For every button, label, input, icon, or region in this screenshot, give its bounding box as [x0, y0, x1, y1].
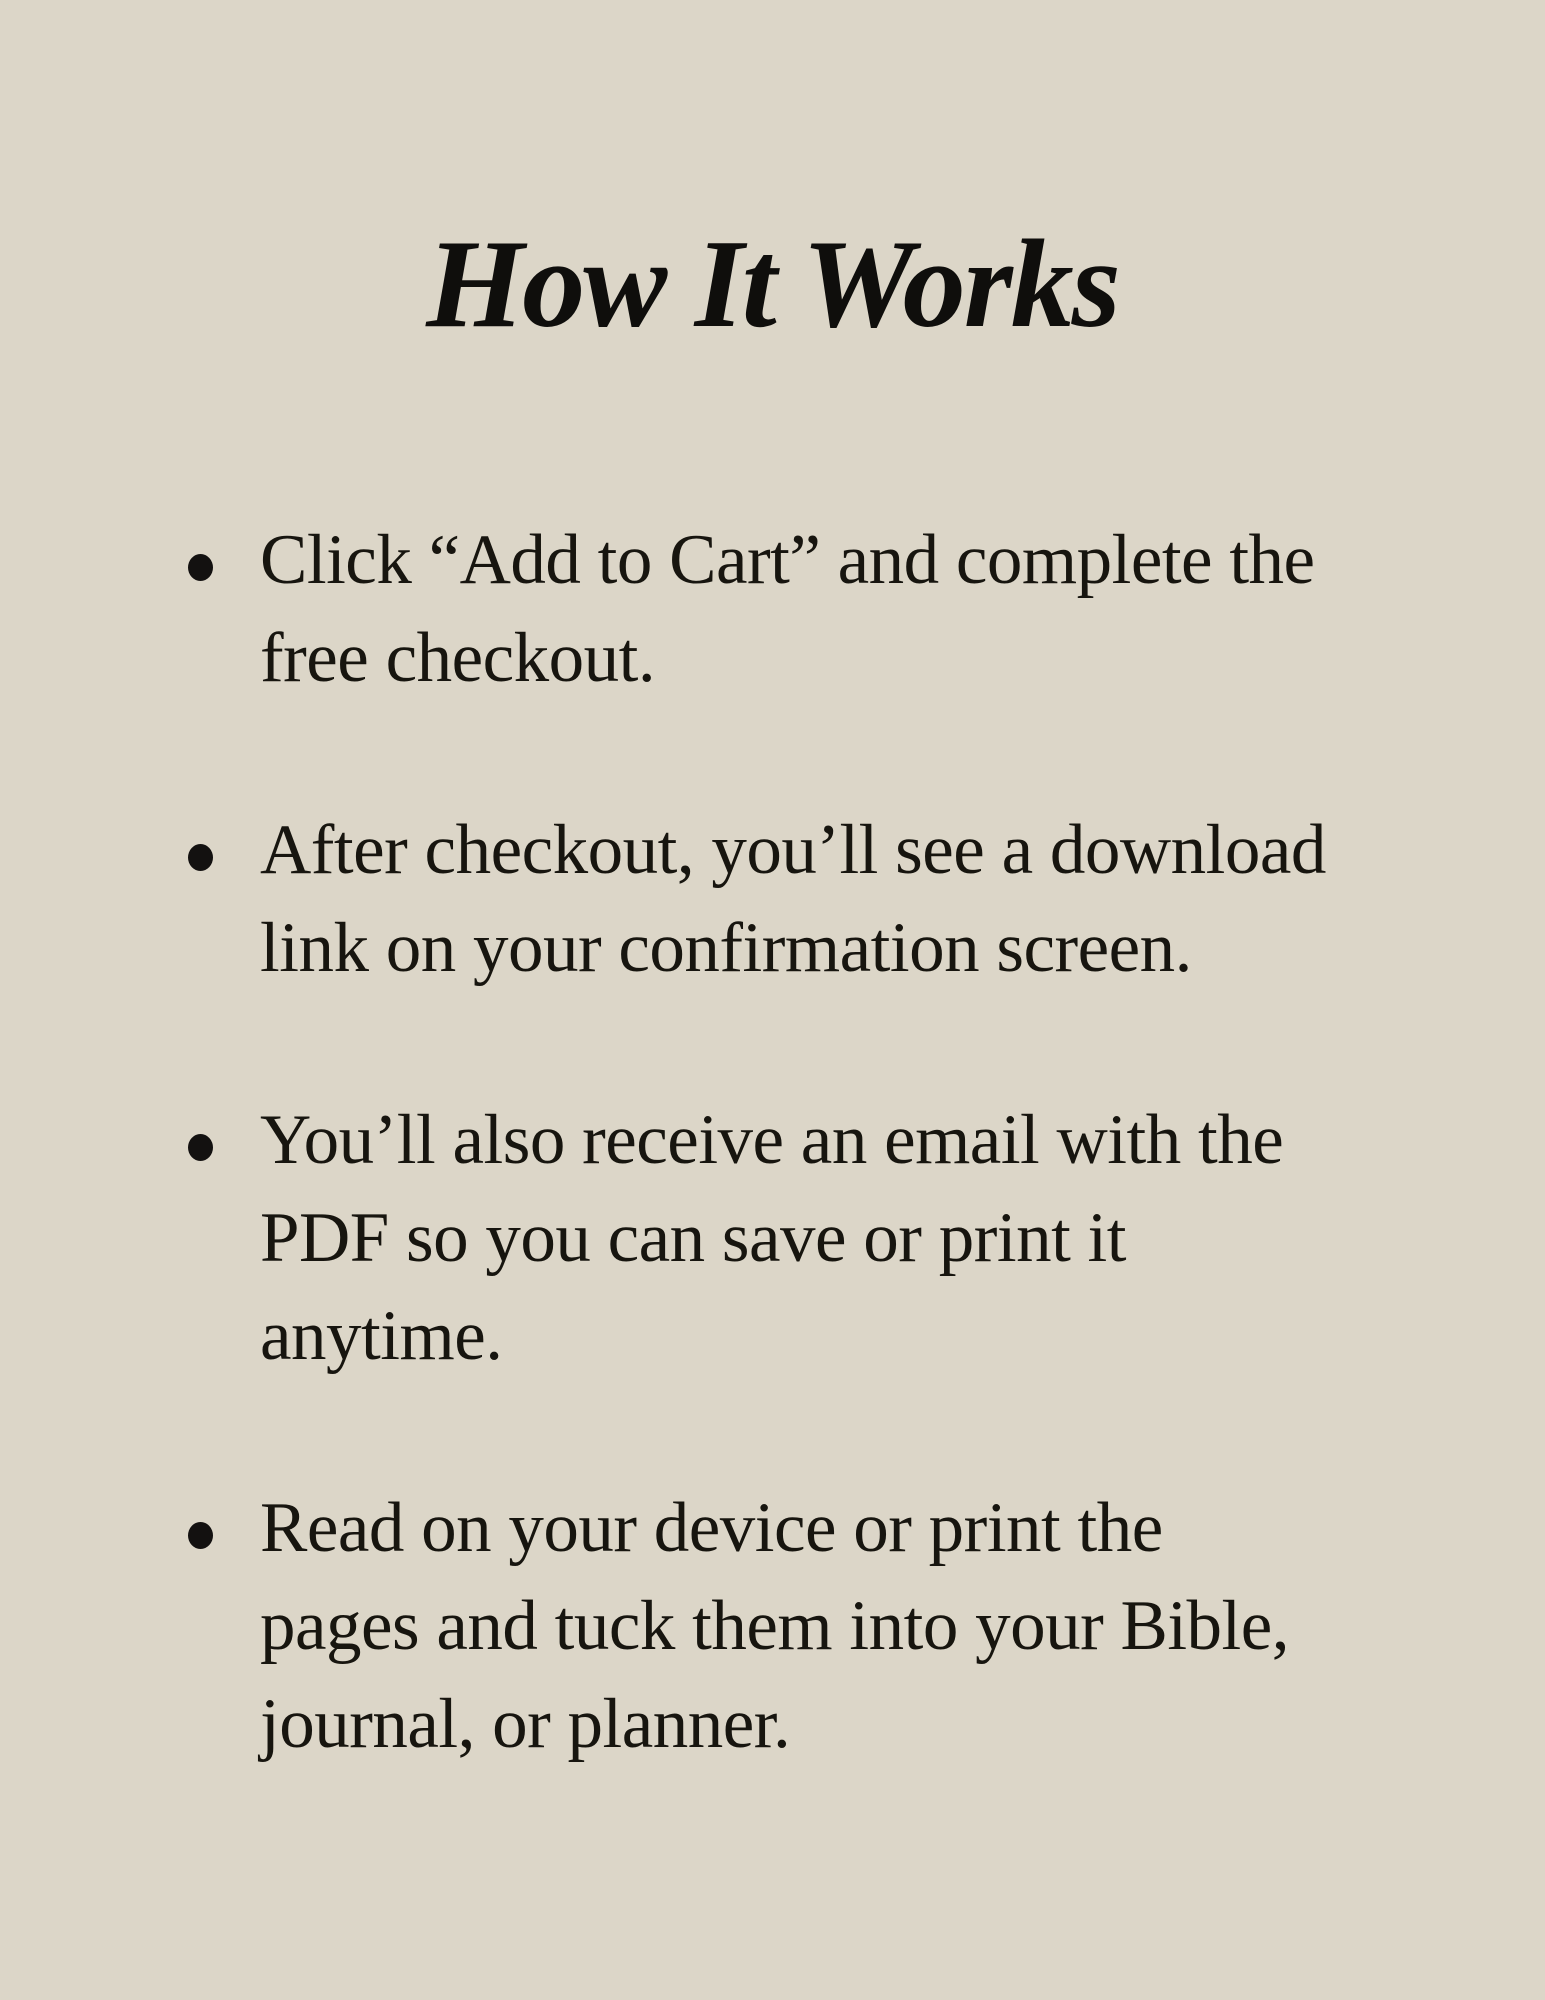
list-item: [188, 511, 1505, 707]
bullet-line: You’ll also receive an email with the: [260, 1101, 1284, 1179]
bullet-line: After checkout, you’ll see a download: [260, 811, 1326, 889]
bullet-line: link on your confirmation screen.: [260, 909, 1192, 987]
bullet-line: pages and tuck them into your Bible,: [260, 1587, 1290, 1665]
bullet-text: [260, 1091, 1283, 1385]
bullet-list: [0, 511, 1545, 1773]
bullet-dot-icon: [188, 554, 213, 581]
bullet-line: Click “Add to Cart” and complete the: [260, 521, 1315, 599]
list-item: [188, 801, 1505, 997]
bullet-line: anytime.: [260, 1297, 503, 1375]
list-item: [188, 1091, 1505, 1385]
bullet-dot-icon: [188, 844, 213, 871]
bullet-text: [260, 511, 1315, 707]
page-title: How It Works: [426, 215, 1119, 354]
bullet-text: [260, 801, 1326, 997]
bullet-line: Read on your device or print the: [260, 1489, 1163, 1567]
bullet-text: [260, 1479, 1289, 1773]
bullet-line: journal, or planner.: [260, 1685, 791, 1763]
bullet-line: free checkout.: [260, 619, 656, 697]
bullet-dot-icon: [188, 1134, 213, 1161]
list-item: [188, 1479, 1505, 1773]
bullet-dot-icon: [188, 1522, 213, 1549]
bullet-line: PDF so you can save or print it: [260, 1199, 1127, 1277]
